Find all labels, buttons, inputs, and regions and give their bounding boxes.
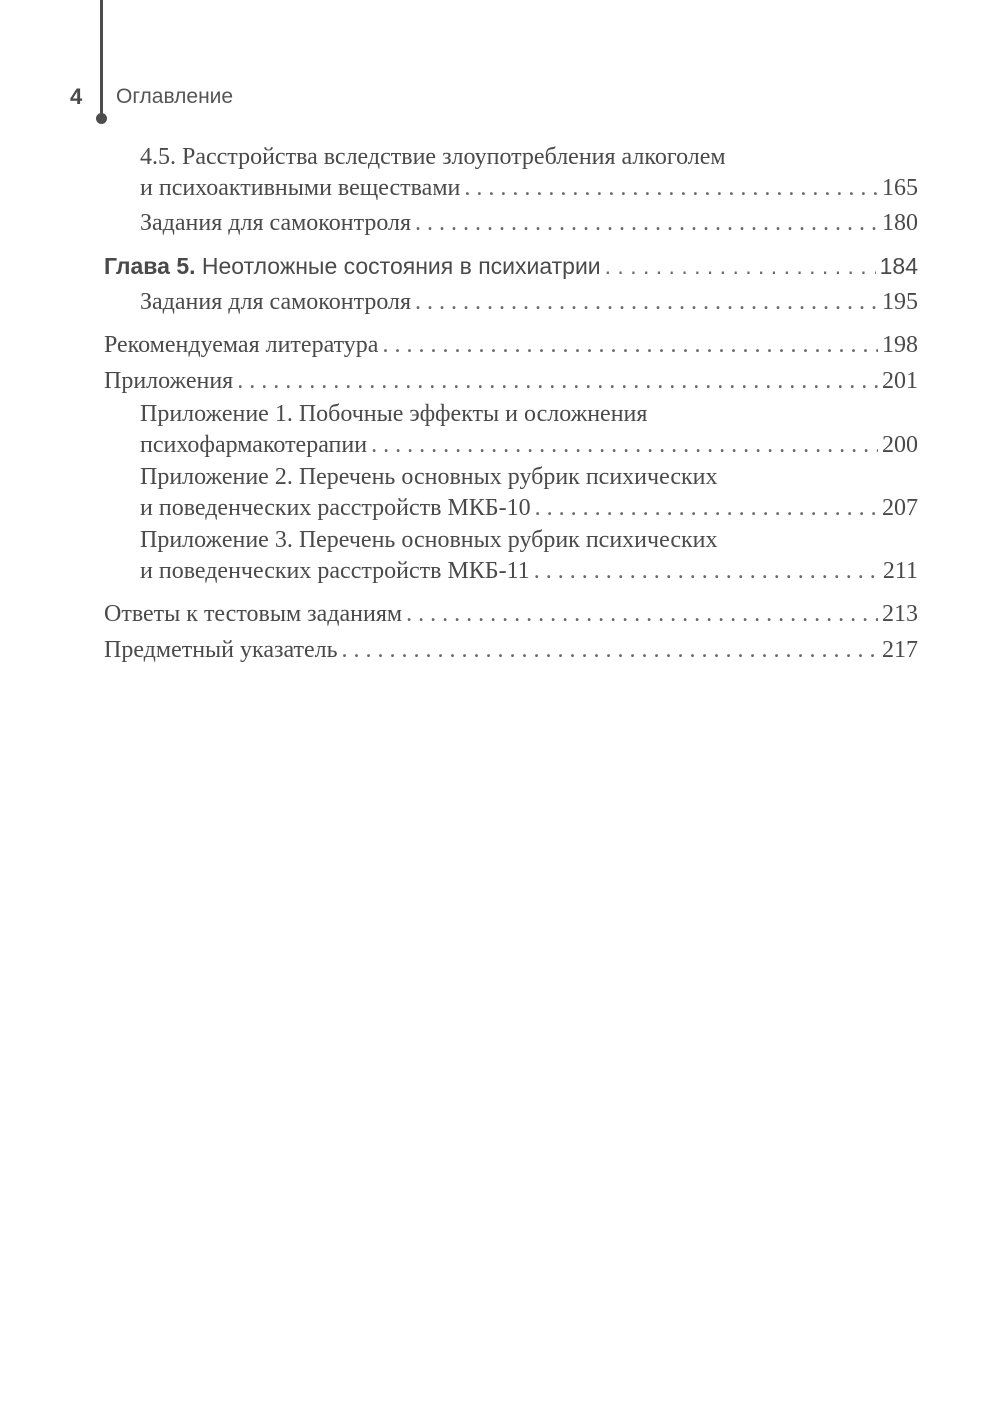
dot-leader xyxy=(535,492,878,525)
toc-entry-title: Задания для самоконтроля xyxy=(140,210,412,236)
toc-entry-title-line2: и психоактивными веществами xyxy=(140,175,461,201)
toc-entry-self-check-4[interactable] xyxy=(104,205,918,241)
toc-page-number: 217 xyxy=(882,637,918,663)
header-rule-dot xyxy=(96,113,107,124)
toc-page-number: 184 xyxy=(879,253,918,279)
dot-leader xyxy=(464,172,878,205)
toc-entry-appendix-2[interactable] xyxy=(104,462,918,525)
toc-entry-title-line1: Приложение 3. Перечень основных рубрик психических xyxy=(140,527,718,553)
toc-entry-appendix-3[interactable] xyxy=(104,525,918,588)
running-title: Оглавление xyxy=(116,85,234,108)
toc-page-number: 211 xyxy=(882,558,918,584)
toc-entry-title-line2: и поведенческих расстройств МКБ-11 xyxy=(140,558,530,584)
toc-entry-title-line1: Приложение 2. Перечень основных рубрик психических xyxy=(140,464,718,490)
toc-page-number: 198 xyxy=(882,332,918,358)
dot-leader xyxy=(605,248,876,284)
toc-entry-title-line2: и поведенческих расстройств МКБ-10 xyxy=(140,495,531,521)
dot-leader xyxy=(371,429,878,462)
toc-page-number: 195 xyxy=(882,289,918,315)
dot-leader xyxy=(415,284,878,320)
toc-page-number: 165 xyxy=(882,175,918,201)
toc-entry-recommended-literature[interactable] xyxy=(104,327,918,363)
toc-entry-title-line1: 4.5. Расстройства вследствие злоупотребления алкоголем xyxy=(140,144,726,170)
toc-entry-appendices[interactable] xyxy=(104,363,918,399)
table-of-contents xyxy=(104,142,918,668)
toc-page-number: 180 xyxy=(882,210,918,236)
dot-leader xyxy=(382,327,878,363)
toc-entry-subject-index[interactable] xyxy=(104,632,918,668)
dot-leader xyxy=(342,632,878,668)
toc-entry-self-check-5[interactable] xyxy=(104,284,918,320)
toc-entry-title: Рекомендуемая литература xyxy=(104,332,379,358)
toc-page-number: 200 xyxy=(882,432,918,458)
toc-entry-title-line1: Приложение 1. Побочные эффекты и осложнения xyxy=(140,401,648,427)
toc-entry-title: Неотложные состояния в психиатрии xyxy=(201,253,601,279)
toc-entry-section-4-5[interactable] xyxy=(104,142,918,205)
toc-entry-title: Предметный указатель xyxy=(104,637,338,663)
toc-entry-title-line2: психофармакотерапии xyxy=(140,432,368,458)
toc-page-number: 213 xyxy=(882,601,918,627)
toc-entry-title: Задания для самоконтроля xyxy=(140,289,412,315)
dot-leader xyxy=(237,363,878,399)
toc-entry-chapter-5[interactable] xyxy=(104,248,918,284)
dot-leader xyxy=(415,205,878,241)
chapter-label: Глава 5. xyxy=(104,253,196,279)
dot-leader xyxy=(406,596,878,632)
toc-entry-title: Приложения xyxy=(104,368,234,394)
toc-entry-test-answers[interactable] xyxy=(104,596,918,632)
dot-leader xyxy=(534,555,879,588)
toc-entry-appendix-1[interactable] xyxy=(104,399,918,462)
toc-entry-title: Ответы к тестовым заданиям xyxy=(104,601,403,627)
header-rule xyxy=(100,0,103,118)
toc-page-number: 207 xyxy=(882,495,918,521)
page-number: 4 xyxy=(70,84,83,109)
toc-page-number: 201 xyxy=(882,368,918,394)
